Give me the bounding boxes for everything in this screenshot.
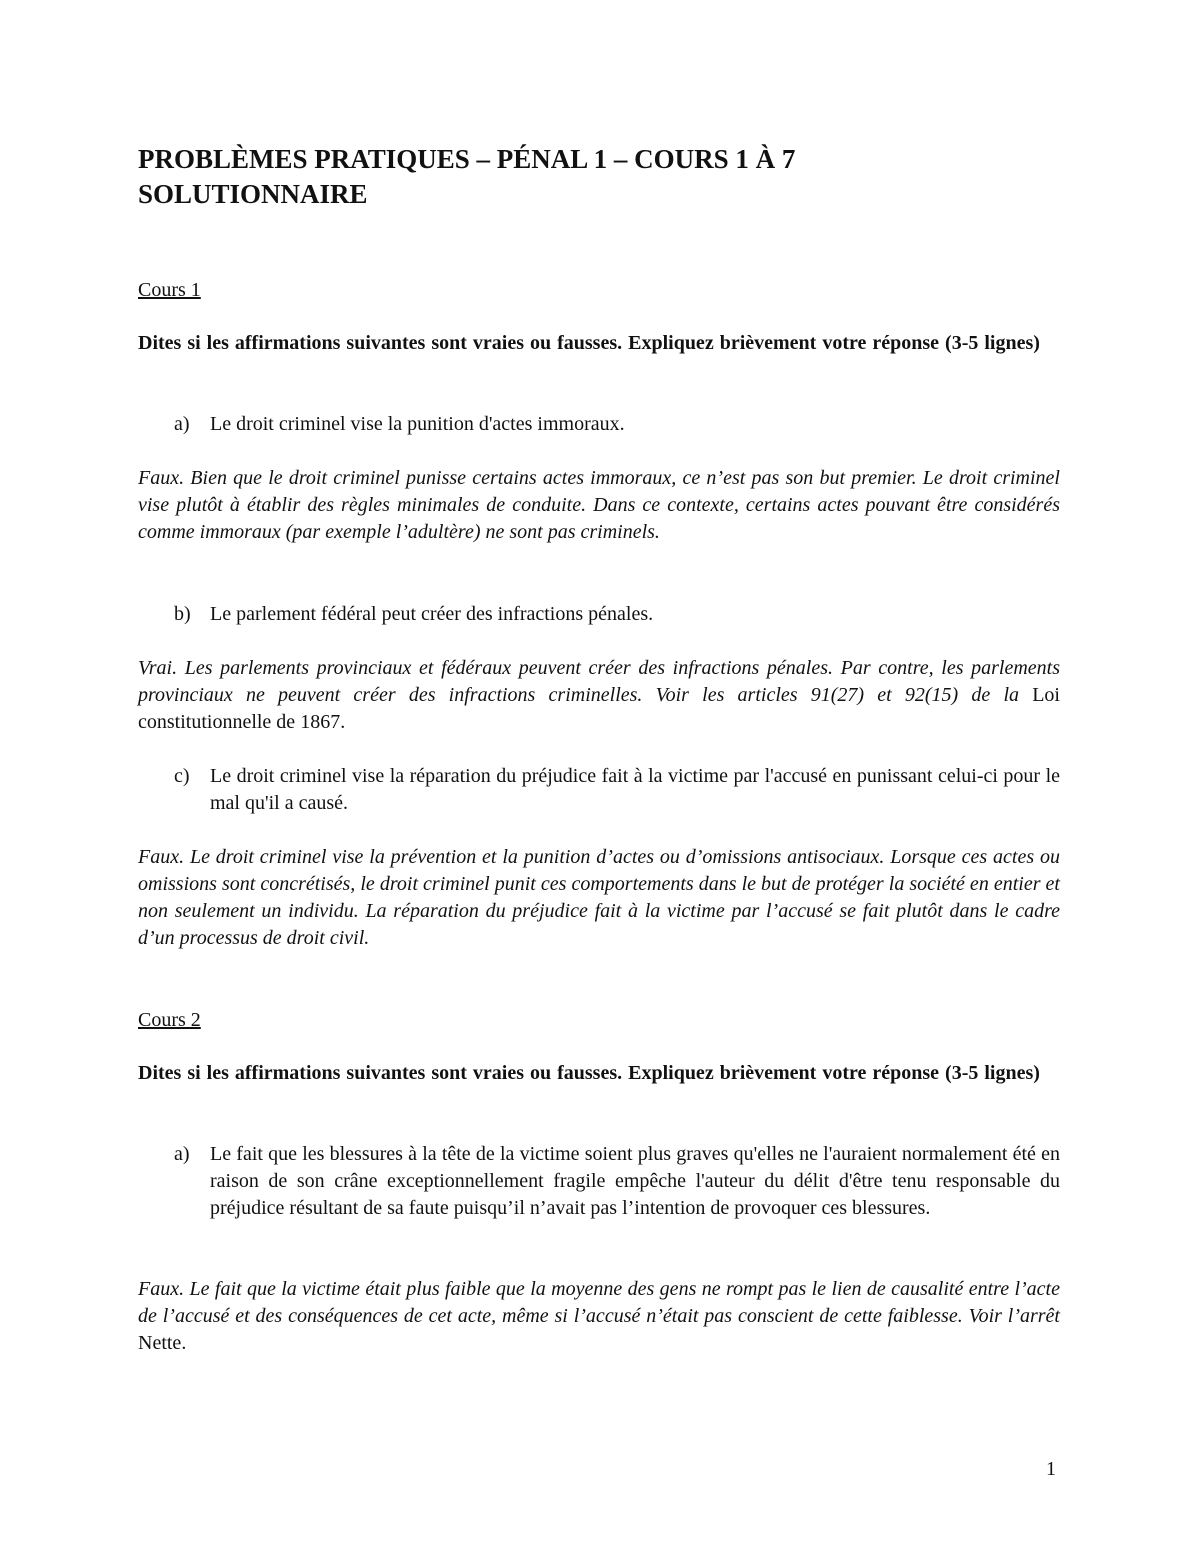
question-text: Le parlement fédéral peut créer des infractions pénales. (210, 603, 654, 625)
page-number: 1 (1046, 1458, 1056, 1480)
answer-cours-1-b (138, 655, 1060, 736)
question-letter: b) (174, 603, 191, 625)
answer-text: Vrai. Les parlements provinciaux et fédéraux peuvent créer des infractions pénales. Par contre, les parlements provinciaux ne peuvent créer des infractions criminelles. Voir les articles 91(27) et 92(15) de la (138, 657, 1060, 706)
answer-cours-1-a (138, 465, 1060, 546)
question-text: Le droit criminel vise la punition d'actes immoraux. (210, 413, 625, 435)
question-text: Le fait que les blessures à la tête de la victime soient plus graves qu'elles ne l'auraient normalement été en raison de son crâne exceptionnellement fragile empêche l'auteur du délit d'être tenu responsable du préjudice résultant de sa faute puisqu’il n’avait pas l’intention de provoquer ces blessures. (210, 1143, 1060, 1219)
question-cours-1-a (174, 411, 1060, 438)
answer-case-reference: Nette (138, 1332, 182, 1354)
question-text: Le droit criminel vise la réparation du préjudice fait à la victime par l'accusé en punissant celui-ci pour le mal qu'il a causé. (210, 765, 1060, 814)
question-cours-1-c (174, 763, 1060, 817)
document-title (138, 142, 1068, 212)
question-letter: a) (174, 413, 190, 435)
answer-legal-reference: Loi constitutionnelle de 1867 (138, 684, 1060, 733)
question-cours-2-a (174, 1141, 1060, 1222)
question-letter: a) (174, 1143, 190, 1165)
answer-tail: . (181, 1332, 187, 1354)
section-heading-cours-1: Cours 1 (138, 279, 201, 301)
question-cours-1-b (174, 601, 1060, 628)
document-title-line-1: PROBLÈMES PRATIQUES – PÉNAL 1 – COURS 1 À 7 (138, 144, 796, 174)
section-instruction-cours-2: Dites si les affirmations suivantes sont vraies ou fausses. Expliquez brièvement votre réponse (3-5 lignes) (138, 1062, 1040, 1084)
section-heading-cours-2: Cours 2 (138, 1009, 201, 1031)
question-letter: c) (174, 765, 190, 787)
answer-text: Faux. Le droit criminel vise la prévention et la punition d’actes ou d’omissions antisociaux. Lorsque ces actes ou omissions sont concrétisés, le droit criminel punit ces comportements dans le but de protéger la société en entier et non seulement un individu. La réparation du préjudice fait à la victime par l’accusé se fait plutôt dans le cadre d’un processus de droit civil. (138, 846, 1060, 949)
answer-cours-2-a (138, 1276, 1060, 1357)
answer-cours-1-c (138, 844, 1060, 952)
answer-text: Faux. Bien que le droit criminel punisse certains actes immoraux, ce n’est pas son but premier. Le droit criminel vise plutôt à établir des règles minimales de conduite. Dans ce contexte, certains actes pouvant être considérés comme immoraux (par exemple l’adultère) ne sont pas criminels. (138, 467, 1060, 543)
answer-text: Faux. Le fait que la victime était plus faible que la moyenne des gens ne rompt pas le lien de causalité entre l’acte de l’accusé et des conséquences de cet acte, même si l’accusé n’était pas conscient de cette faiblesse. Voir l’arrêt (138, 1278, 1060, 1327)
answer-tail: . (340, 711, 346, 733)
section-instruction-cours-1: Dites si les affirmations suivantes sont vraies ou fausses. Expliquez brièvement votre réponse (3-5 lignes) (138, 332, 1040, 354)
document-title-line-2: SOLUTIONNAIRE (138, 179, 368, 209)
